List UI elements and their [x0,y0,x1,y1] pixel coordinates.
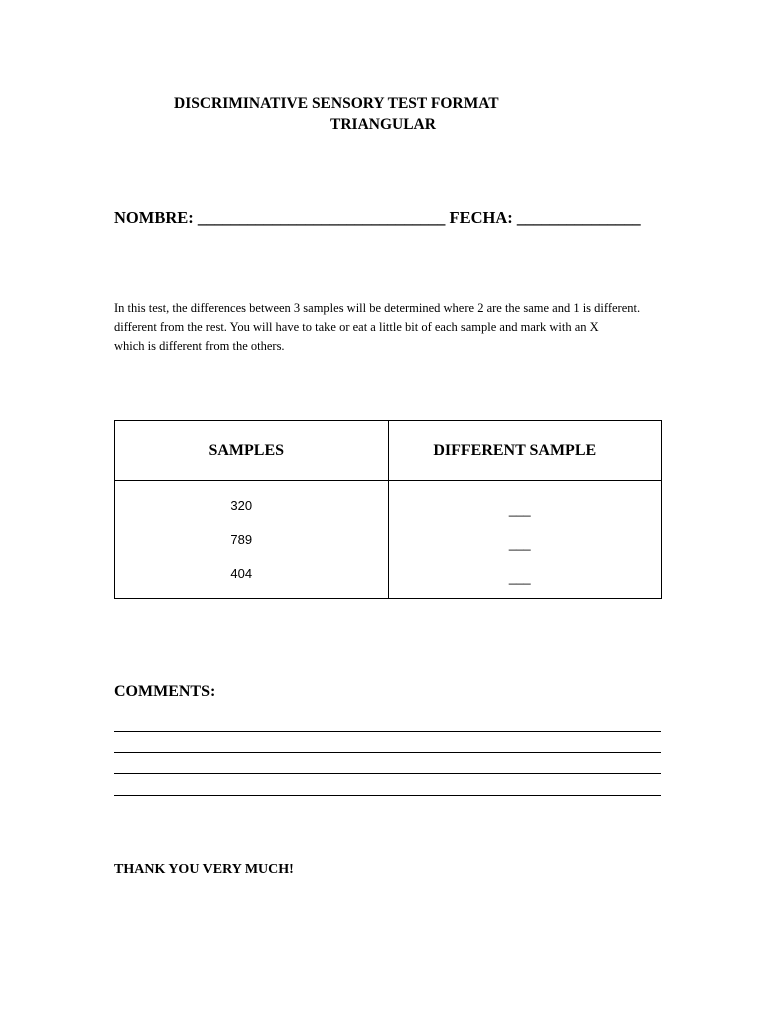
table-row [115,481,662,599]
mark-blank: ___ [508,570,531,585]
table-header-row [115,421,662,481]
comment-line [114,795,661,796]
instruction-line: In this test, the differences between 3 samples will be determined where 2 are the same and 1 is different. [114,301,641,315]
comments-label: COMMENTS: [114,683,216,700]
sample-code: 404 [230,566,253,581]
samples-cell [115,481,389,599]
document-title: DISCRIMINATIVE SENSORY TEST FORMAT [174,95,499,112]
different-sample-cell [388,481,662,599]
column-header-samples: SAMPLES [115,421,389,481]
comment-line [114,731,661,732]
column-header-different-sample: DIFFERENT SAMPLE [388,421,662,481]
instruction-line: which is different from the others. [114,339,285,353]
closing-text: THANK YOU VERY MUCH! [114,862,294,877]
comment-line [114,752,661,753]
sample-code: 320 [230,498,253,513]
samples-table [114,420,662,599]
document-subtitle: TRIANGULAR [330,116,436,133]
mark-blank: ___ [508,536,531,551]
instructions [114,299,674,356]
instruction-line: different from the rest. You will have to take or eat a little bit of each sample and mark with an X [114,320,599,334]
mark-blank: ___ [508,502,531,517]
name-date-line: NOMBRE: ______________________________ FECHA: _______________ [114,208,641,227]
comment-line [114,773,661,774]
sample-code: 789 [230,532,253,547]
